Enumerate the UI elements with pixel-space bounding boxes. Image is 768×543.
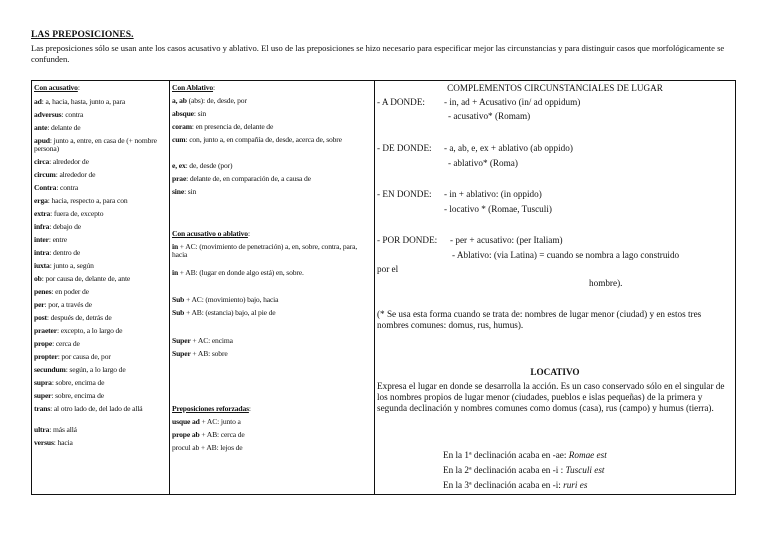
accusative-item: circa: alrededor de [34,157,89,166]
acc-or-abl-heading: Con acusativo o ablativo: [172,229,250,238]
reinforced-item: prope ab + AB: cerca de [172,430,245,439]
accusative-item: post: después de, detrás de [34,313,112,322]
accusative-column [32,81,170,495]
accusative-item: trans: al otro lado de, del lado de allá [34,404,143,413]
de-donde-label: - DE DONDE: [377,143,432,153]
accusative-item: ob: por causa de, delante de, ante [34,274,131,283]
locativo-paragraph: Expresa el lugar en donde se desarrolla la acción. Es un caso conservado sólo en el singular de los nombres propios de lugar menor (ciudades, pueblos e islas pequeñas) de la primera y segunda declinación y nombres comunes como domus (casa), rus (campo) y humus (tierra). [377,381,725,413]
ablative-heading: Con Ablativo: [172,83,215,92]
prepositions-table [31,80,736,495]
acc-or-abl-item: Sub + AB: (estancia) bajo, al pie de [172,308,276,317]
accusative-item: per: por, a través de [34,300,92,309]
ablative-item: e, ex: de, desde (por) [172,161,233,170]
acc-or-abl-item: in + AC: (movimiento de penetración) a, en, sobre, contra, para, hacia [172,242,358,260]
accusative-item: adversus: contra [34,110,84,119]
accusative-item: Contra: contra [34,183,79,192]
a-donde-line-1: - in, ad + Acusativo (in/ ad oppidum) [444,97,581,107]
ablative-item: cum: con, junto a, en compañía de, desde, acerca de, sobre [172,135,342,144]
de-donde-line-1: - a, ab, e, ex + ablativo (ab oppido) [444,143,573,153]
footnote: (* Se usa esta forma cuando se trata de: nombres de lugar menor (ciudad) y en estos tres nombres comunes: domus, rus, humus). [377,309,702,330]
acc-or-abl-item: Super + AB: sobre [172,349,228,358]
accusative-item: iuxta: junto a, según [34,261,94,270]
de-donde-line-2: - ablativo* (Roma) [448,158,518,168]
ablative-column [170,81,375,495]
accusative-item: supra: sobre, encima de [34,378,105,387]
accusative-item: extra: fuera de, excepto [34,209,104,218]
a-donde-line-2: - acusativo* (Romam) [448,111,531,121]
accusative-item: ante: delante de [34,123,81,132]
accusative-item: prope: cerca de [34,339,80,348]
intro-paragraph: Las preposiciones sólo se usan ante los casos acusativo y ablativo. El uso de las preposiciones se hizo necesario para especificar mejor las circunstancias y para distinguir casos que morfológicamente se confunden. [31,43,725,64]
reinforced-item: procul ab + AB: lejos de [172,443,243,452]
accusative-item: apud: junto a, entre, en casa de (+ nombre persona) [34,136,157,154]
por-donde-line-2: - Ablativo: (via Latina) = cuando se nombra a lago construido [452,250,680,260]
en-donde-line-1: - in + ablativo: (in oppido) [444,189,542,199]
accusative-item: intra: dentro de [34,248,81,257]
ablative-item: coram: en presencia de, delante de [172,122,274,131]
accusative-item: erga: hacia, respecto a, para con [34,196,128,205]
acc-or-abl-item: Super + AC: encima [172,336,233,345]
accusative-item: propter: por causa de, por [34,352,111,361]
place-complements-column [375,81,736,495]
por-donde-line-3: por el [377,264,399,274]
ablative-item: prae: delante de, en comparación de, a causa de [172,174,311,183]
declension-2: En la 2ª declinación acaba en -i : Tusculi est [443,465,605,475]
accusative-item: penes: en poder de [34,287,89,296]
en-donde-label: - EN DONDE: [377,189,432,199]
accusative-item: infra: debajo de [34,222,81,231]
declension-3: En la 3ª declinación acaba en -i: ruri es [443,480,588,490]
reinforced-item: usque ad + AC: junto a [172,417,241,426]
por-donde-label: - POR DONDE: [377,235,438,245]
por-donde-line-1: - per + acusativo: (per Italiam) [450,235,563,245]
accusative-item: super: sobre, encima de [34,391,104,400]
place-complements-heading: COMPLEMENTOS CIRCUNSTANCIALES DE LUGAR [447,83,663,93]
a-donde-label: - A DONDE: [377,97,425,107]
acc-or-abl-item: in + AB: (lugar en donde algo está) en, sobre. [172,268,304,277]
accusative-item: secundum: según, a lo largo de [34,365,126,374]
en-donde-line-2: - locativo * (Romae, Tusculi) [444,204,552,214]
accusative-item: ad: a, hacia, hasta, junto a, para [34,97,126,106]
acc-or-abl-item: Sub + AC: (movimiento) bajo, hacia [172,295,279,304]
accusative-item: praeter: excepto, a lo largo de [34,326,123,335]
accusative-item: inter: entre [34,235,67,244]
ablative-item: sine: sin [172,187,197,196]
locativo-title: LOCATIVO [530,367,580,377]
page-title: LAS PREPOSICIONES. [31,30,134,40]
declension-1: En la 1ª declinación acaba en -ae: Romae est [443,450,607,460]
ablative-item: absque: sin [172,109,207,118]
por-donde-line-4: hombre). [589,278,623,288]
accusative-item: circum: alrededor de [34,170,96,179]
reinforced-heading: Preposiciones reforzadas: [172,404,251,413]
ablative-item: a, ab (abs): de, desde, por [172,96,247,105]
accusative-item: ultra: más allá [34,425,77,434]
accusative-item: versus: hacia [34,438,73,447]
accusative-heading: Con acusativo: [34,83,80,92]
